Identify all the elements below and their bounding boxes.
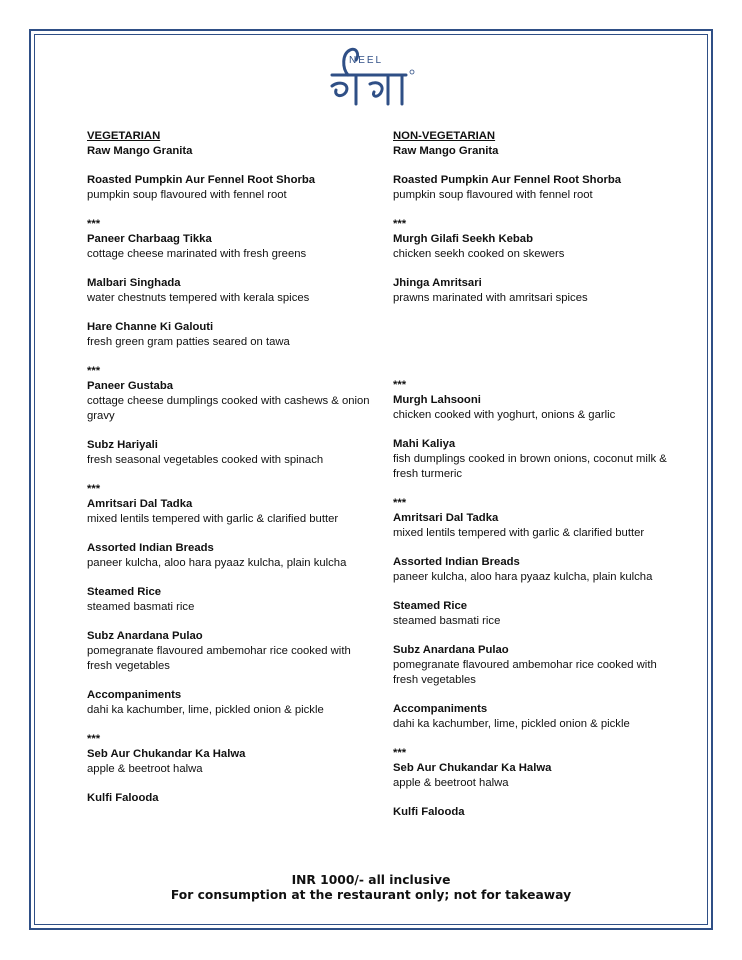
menu-item-name: Assorted Indian Breads: [393, 556, 520, 568]
menu-item-desc: apple & beetroot halwa: [393, 777, 509, 789]
menu-item-desc: fresh green gram patties seared on tawa: [87, 336, 290, 348]
menu-item-name: Roasted Pumpkin Aur Fennel Root Shorba: [393, 174, 622, 186]
menu-item-name: Paneer Charbaag Tikka: [87, 233, 212, 245]
menu-item-name: Mahi Kaliya: [393, 438, 456, 450]
course-separator: ***: [87, 218, 101, 230]
course-separator: ***: [393, 379, 407, 391]
course-separator: ***: [393, 747, 407, 759]
menu-item-name: Subz Hariyali: [87, 439, 158, 451]
menu-item-name: Hare Channe Ki Galouti: [87, 321, 214, 333]
menu-item-desc: paneer kulcha, aloo hara pyaaz kulcha, plain kulcha: [87, 557, 347, 569]
brand-name: NEEL: [349, 55, 384, 66]
menu-item-name: Raw Mango Granita: [393, 145, 499, 157]
menu-item-desc: cottage cheese marinated with fresh greens: [87, 248, 307, 260]
non-vegetarian-heading: NON-VEGETARIAN: [393, 130, 496, 142]
menu-item-desc: chicken seekh cooked on skewers: [393, 248, 565, 260]
menu-item-desc: cottage cheese dumplings cooked with cashews & onion gravy: [87, 395, 370, 422]
neel-logo: [320, 44, 420, 110]
menu-item-desc: fresh seasonal vegetables cooked with spinach: [87, 454, 324, 466]
menu-item-desc: prawns marinated with amritsari spices: [393, 292, 588, 304]
menu-item-desc: steamed basmati rice: [393, 615, 501, 627]
menu-item-desc: apple & beetroot halwa: [87, 763, 203, 775]
menu-item-desc: dahi ka kachumber, lime, pickled onion & pickle: [393, 718, 630, 730]
menu-item-desc: fish dumplings cooked in brown onions, coconut milk & fresh turmeric: [393, 453, 667, 480]
menu-item-name: Raw Mango Granita: [87, 145, 193, 157]
menu-item-name: Steamed Rice: [87, 586, 162, 598]
menu-item-desc: pumpkin soup flavoured with fennel root: [87, 189, 287, 201]
menu-item-name: Accompaniments: [87, 689, 182, 701]
menu-item-name: Accompaniments: [393, 703, 488, 715]
menu-item-desc: pomegranate flavoured ambemohar rice cooked with fresh vegetables: [87, 645, 351, 672]
menu-item-name: Subz Anardana Pulao: [87, 630, 203, 642]
menu-item-name: Seb Aur Chukandar Ka Halwa: [393, 762, 552, 774]
menu-item-desc: steamed basmati rice: [87, 601, 195, 613]
course-separator: ***: [393, 497, 407, 509]
menu-item-desc: chicken cooked with yoghurt, onions & garlic: [393, 409, 616, 421]
course-separator: ***: [393, 218, 407, 230]
vegetarian-heading: VEGETARIAN: [87, 130, 161, 142]
menu-footer: [0, 873, 742, 903]
menu-item-name: Jhinga Amritsari: [393, 277, 482, 289]
menu-item-name: Seb Aur Chukandar Ka Halwa: [87, 748, 246, 760]
menu-item-name: Kulfi Falooda: [87, 792, 159, 804]
menu-item-desc: mixed lentils tempered with garlic & clarified butter: [87, 513, 339, 525]
non-vegetarian-menu: [393, 129, 668, 820]
menu-item-desc: dahi ka kachumber, lime, pickled onion & pickle: [87, 704, 324, 716]
menu-item-desc: pumpkin soup flavoured with fennel root: [393, 189, 593, 201]
menu-item-desc: mixed lentils tempered with garlic & clarified butter: [393, 527, 645, 539]
course-separator: ***: [87, 483, 101, 495]
menu-item-name: Murgh Lahsooni: [393, 394, 481, 406]
menu-item-name: Amritsari Dal Tadka: [87, 498, 193, 510]
menu-item-name: Assorted Indian Breads: [87, 542, 214, 554]
menu-item-name: Steamed Rice: [393, 600, 468, 612]
menu-item-name: Malbari Singhada: [87, 277, 181, 289]
menu-item-desc: water chestnuts tempered with kerala spices: [87, 292, 310, 304]
price-line: INR 1000/- all inclusive: [291, 873, 451, 887]
menu-item-desc: pomegranate flavoured ambemohar rice cooked with fresh vegetables: [393, 659, 657, 686]
menu-item-name: Kulfi Falooda: [393, 806, 465, 818]
menu-item-name: Murgh Gilafi Seekh Kebab: [393, 233, 533, 245]
menu-item-name: Roasted Pumpkin Aur Fennel Root Shorba: [87, 174, 316, 186]
course-separator: ***: [87, 733, 101, 745]
menu-item-name: Amritsari Dal Tadka: [393, 512, 499, 524]
vegetarian-menu: [87, 129, 377, 806]
menu-item-name: Subz Anardana Pulao: [393, 644, 509, 656]
consumption-note: For consumption at the restaurant only; not for takeaway: [170, 888, 572, 902]
menu-item-name: Paneer Gustaba: [87, 380, 174, 392]
course-separator: ***: [87, 365, 101, 377]
menu-item-desc: paneer kulcha, aloo hara pyaaz kulcha, plain kulcha: [393, 571, 653, 583]
